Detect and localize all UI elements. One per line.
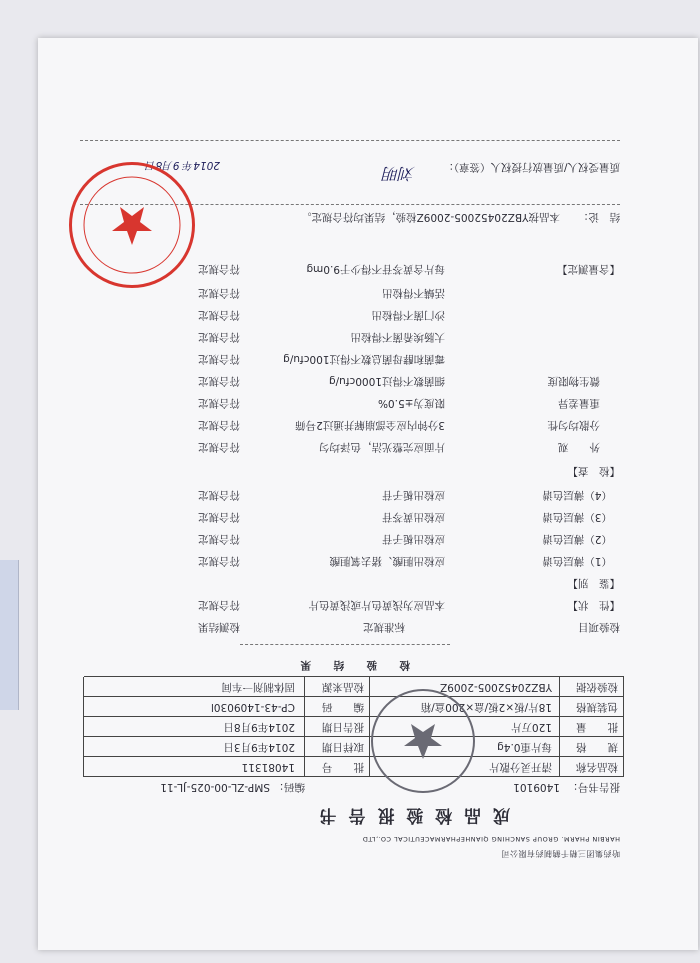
signature-label: 质量受权人/质量放行授权人（签章）：: [443, 161, 620, 173]
info-value: 清开灵分散片: [489, 761, 552, 773]
info-label: 编 码: [322, 701, 364, 713]
result-value: 符合规定: [198, 419, 240, 431]
signature-name: 刘明: [382, 164, 415, 183]
info-label: 批 量: [576, 721, 618, 733]
info-label: 检品名称: [576, 761, 618, 773]
result-standard: 应检出栀子苷: [382, 533, 445, 545]
col-standard-header: 标准规定: [363, 621, 405, 633]
result-value: 符合规定: [198, 599, 240, 611]
report-no: 1409101: [513, 781, 560, 793]
result-value: 符合规定: [198, 353, 240, 365]
red-official-stamp: [69, 162, 195, 288]
conclusion-text: 本品按YBZ20452005-2009Z检验，结果均符合规定。: [301, 211, 560, 223]
result-value: 符合规定: [198, 287, 240, 299]
col-result-header: 检测结果: [198, 621, 240, 633]
result-item: （3）薄层色谱: [542, 511, 612, 523]
info-label: 包装规格: [576, 701, 618, 713]
result-item: 微生物限度: [547, 375, 600, 387]
result-standard: 应检出栀子苷: [382, 489, 445, 501]
company-name: 哈药集团三精千鹤制药有限公司: [501, 849, 620, 858]
result-value: 符合规定: [198, 375, 240, 387]
stamp-star-icon: [72, 165, 192, 285]
grey-stamp-star-icon: [373, 691, 473, 791]
result-standard: 细菌数不得过1000cfu/g: [328, 375, 445, 387]
result-item: 【检 查】: [567, 465, 620, 477]
code-value: SMP-ZL-00-025-JL-11: [160, 781, 270, 793]
info-value: 14081311: [241, 761, 295, 773]
conclusion-label: 结 论：: [578, 211, 620, 223]
result-standard: 3分钟内应全部崩解并通过2号筛: [295, 419, 445, 431]
result-value: 符合规定: [198, 533, 240, 545]
info-value: 固体制剂一车间: [221, 681, 295, 693]
result-item: 【含量测定】: [557, 263, 620, 275]
result-value: 符合规定: [198, 263, 240, 275]
result-item: （4）薄层色谱: [542, 489, 612, 501]
result-standard: 每片含黄芩苷不得少于9.0mg: [306, 263, 445, 275]
result-standard: 沙门菌不得检出: [371, 309, 445, 321]
info-value: YBZ20452005-2009Z: [440, 681, 552, 693]
result-item: 【性 状】: [567, 599, 620, 611]
result-value: 符合规定: [198, 397, 240, 409]
result-standard: 霉菌和酵母菌总数不得过100cfu/g: [283, 353, 445, 365]
col-item-header: 检验项目: [578, 621, 620, 633]
info-value: CP-43-1409030l: [210, 701, 295, 713]
result-item: 分散均匀性: [547, 419, 600, 431]
info-label: 批 号: [322, 761, 364, 773]
result-item: （2）薄层色谱: [542, 533, 612, 545]
info-value: 2014年9月3日: [223, 741, 295, 753]
report-title: 成 品 检 验 报 告 书: [316, 805, 510, 825]
info-label: 取样日期: [322, 741, 364, 753]
result-value: 符合规定: [198, 441, 240, 453]
result-item: 外 观: [558, 441, 600, 453]
result-value: 符合规定: [198, 309, 240, 321]
info-label: 检验依据: [576, 681, 618, 693]
report-no-label: 报告书号：: [567, 781, 620, 793]
result-item: 【鉴 别】: [567, 577, 620, 589]
result-standard: 片面应完整光洁，色泽均匀: [319, 441, 445, 453]
grey-stamp: [371, 689, 475, 793]
info-value: 每片重0.4g: [497, 741, 552, 753]
result-item: （1）薄层色谱: [542, 555, 612, 567]
result-standard: 本品应为浅黄色片或浅黄色片: [308, 599, 445, 611]
result-value: 符合规定: [198, 331, 240, 343]
info-label: 报告日期: [322, 721, 364, 733]
signature-date: 2014年 9月8日: [145, 159, 220, 171]
result-standard: 活螨不得检出: [382, 287, 445, 299]
result-standard: 应检出黄芩苷: [382, 511, 445, 523]
code-label: 编码：: [273, 781, 305, 793]
result-standard: 应检出胆酸、猪去氧胆酸: [329, 555, 445, 567]
info-value: 120万片: [510, 721, 552, 733]
results-heading: 检 验 结 果: [294, 659, 410, 671]
company-name-en: HARBIN PHARM. GROUP SANCHING QIANHEPHARMACEUTICAL CO.,LTD: [362, 835, 620, 843]
info-label: 检品来源: [322, 681, 364, 693]
result-value: 符合规定: [198, 489, 240, 501]
result-standard: 限度为±5.0%: [378, 397, 445, 409]
info-value: 2014年9月8日: [223, 721, 295, 733]
result-value: 符合规定: [198, 511, 240, 523]
info-value: 18片/板×2板/盒×200盒/箱: [420, 701, 552, 713]
result-value: 符合规定: [198, 555, 240, 567]
info-label: 规 格: [576, 741, 618, 753]
result-item: 重量差异: [558, 397, 600, 409]
result-standard: 大肠埃希菌不得检出: [350, 331, 445, 343]
